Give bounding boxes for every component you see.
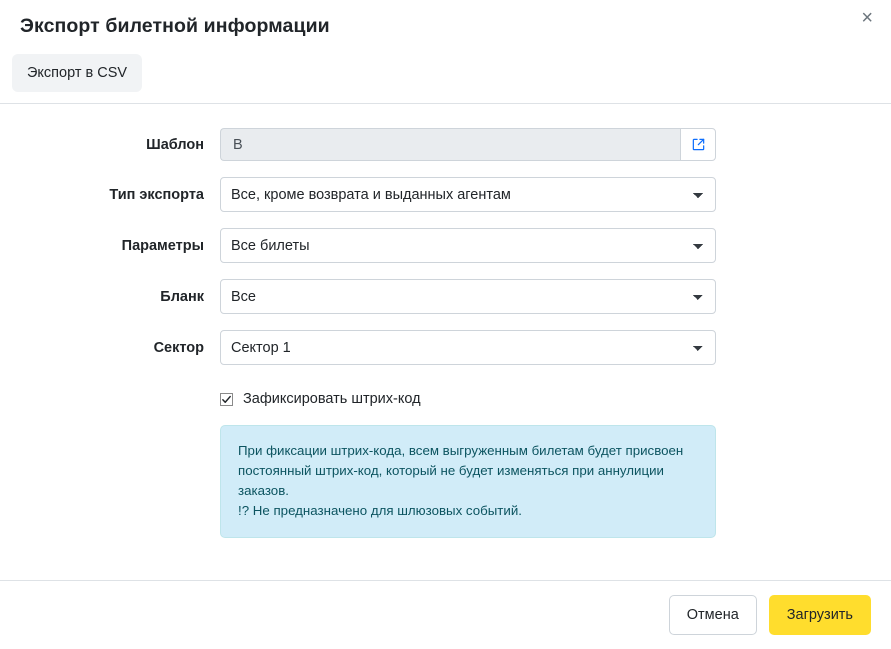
external-link-icon[interactable]: [680, 128, 716, 161]
info-line-2: постоянный штрих-код, который не будет изменяться при аннулиции заказов.: [238, 463, 664, 498]
modal-header: [0, 0, 891, 40]
label-blank: Бланк: [160, 288, 204, 305]
select-sector[interactable]: [220, 330, 716, 365]
fix-barcode-checkbox[interactable]: [220, 391, 421, 407]
page-title: Экспорт билетной информации: [20, 15, 330, 37]
form-row-parameters: [20, 228, 871, 263]
modal-footer: [0, 580, 891, 649]
form-row-sector: [20, 330, 871, 365]
label-export-type: Тип экспорта: [109, 186, 204, 203]
info-line-3: !? Не предназначено для шлюзовых событий.: [238, 503, 522, 518]
fix-barcode-label: Зафиксировать штрих-код: [243, 391, 421, 407]
tab-export-csv[interactable]: Экспорт в CSV: [12, 54, 142, 92]
cancel-button[interactable]: Отмена: [669, 595, 757, 635]
select-parameters[interactable]: [220, 228, 716, 263]
form-row-blank: [20, 279, 871, 314]
label-template: Шаблон: [146, 136, 204, 153]
label-sector: Сектор: [153, 339, 204, 356]
template-field-group: [220, 128, 716, 161]
form-row-template: [20, 128, 871, 161]
label-parameters: Параметры: [121, 237, 204, 254]
info-line-1: При фиксации штрих-кода, всем выгруженным билетам будет присвоен: [238, 443, 684, 458]
template-input[interactable]: B: [220, 128, 680, 161]
submit-button[interactable]: Загрузить: [769, 595, 871, 635]
select-export-type[interactable]: [220, 177, 716, 212]
close-icon[interactable]: ×: [857, 6, 877, 30]
info-alert: [220, 425, 716, 538]
tab-bar: [0, 40, 891, 104]
fix-barcode-row: [20, 391, 871, 407]
form-row-export-type: [20, 177, 871, 212]
modal-body: [0, 104, 891, 559]
checkmark-icon[interactable]: [220, 393, 233, 406]
body-spacer: [0, 559, 891, 580]
select-blank[interactable]: [220, 279, 716, 314]
